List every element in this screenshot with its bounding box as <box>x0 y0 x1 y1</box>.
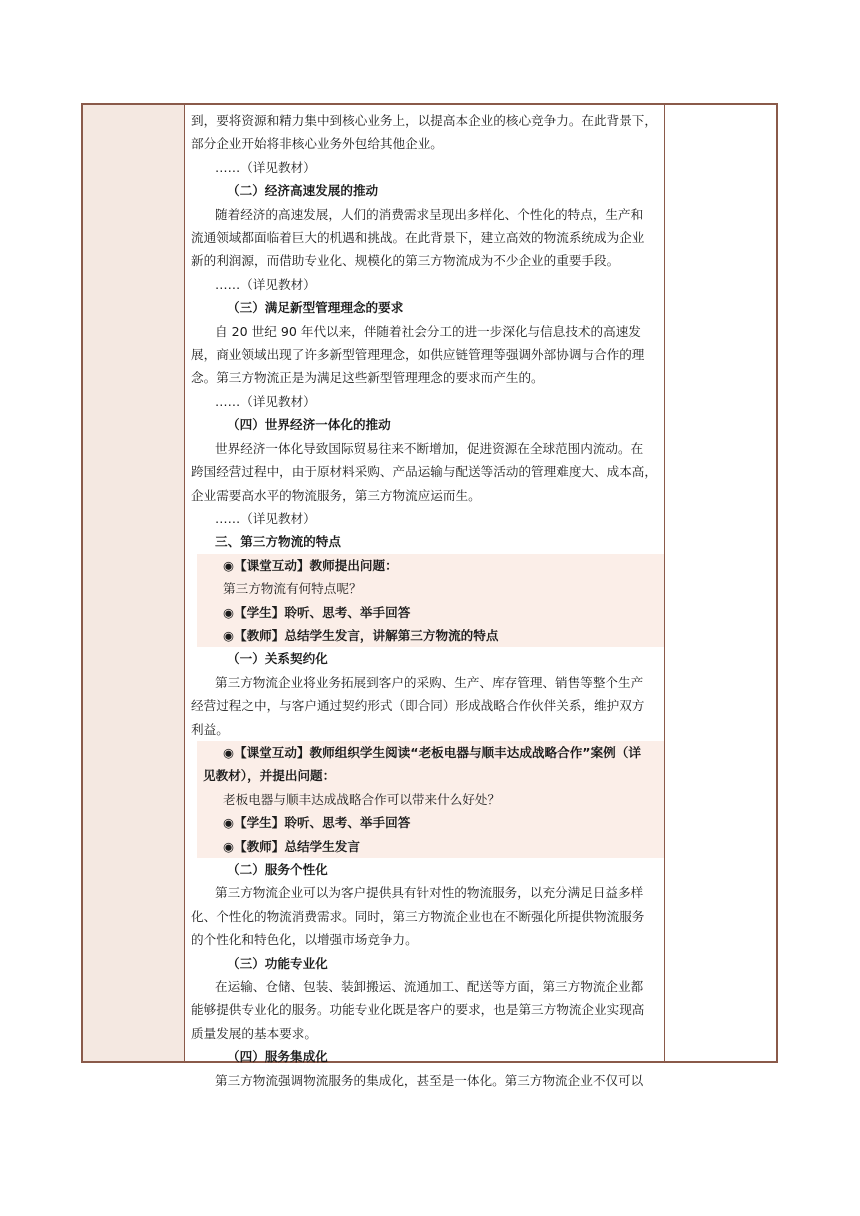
right-column-cell <box>664 105 776 1061</box>
text-line: 念。第三方物流正是为满足这些新型管理理念的要求而产生的。 <box>191 370 544 386</box>
interaction-line: 老板电器与顺丰达成战略合作可以带来什么好处？ <box>197 788 665 811</box>
section-heading: 三、第三方物流的特点 <box>215 534 341 550</box>
text-line: 世界经济一体化导致国际贸易往来不断增加，促进资源在全球范围内流动。在 <box>215 440 644 456</box>
section-heading: （三）功能专业化 <box>227 955 328 971</box>
left-column-cell <box>83 105 185 1061</box>
text-line: 能够提供专业化的服务。功能专业化既是客户的要求，也是第三方物流企业实现高 <box>191 1002 645 1018</box>
text-line: 企业需要高水平的物流服务，第三方物流应运而生。 <box>191 487 481 503</box>
interaction-line: ◉【教师】总结学生发言，讲解第三方物流的特点 <box>197 624 665 647</box>
text-line: 经营过程之中，与客户通过契约形式（即合同）形成战略合作伙伴关系，维护双方 <box>191 698 645 714</box>
section-heading: （二）服务个性化 <box>227 862 328 877</box>
interaction-line: ◉【课堂互动】教师提出问题： <box>197 554 665 577</box>
interaction-line: ◉【教师】总结学生发言 <box>197 835 665 858</box>
text-line: ……（详见教材） <box>215 159 316 175</box>
text-line: 自 20 世纪 90 年代以来，伴随着社会分工的进一步深化与信息技术的高速发 <box>215 323 641 339</box>
interaction-line: ◉【课堂互动】教师组织学生阅读“老板电器与顺丰达成战略合作”案例（详 <box>197 741 665 764</box>
text-line: ……（详见教材） <box>215 276 316 292</box>
text-line: 第三方物流强调物流服务的集成化，甚至是一体化。第三方物流企业不仅可以 <box>215 1072 644 1088</box>
section-heading: （一）关系契约化 <box>227 651 328 667</box>
text-line: 利益。 <box>191 721 229 737</box>
text-line: 第三方物流企业可以为客户提供具有针对性的物流服务，以充分满足日益多样 <box>215 885 644 901</box>
content-cell <box>185 105 665 1088</box>
text-line: ……（详见教材） <box>215 393 316 409</box>
text-line: 的个性化和特色化，以增强市场竞争力。 <box>191 932 418 948</box>
section-heading: （四）服务集成化 <box>227 1049 328 1065</box>
section-heading: （二）经济高速发展的推动 <box>227 183 379 199</box>
interaction-line: 第三方物流有何特点呢？ <box>197 577 665 600</box>
interaction-line: ◉【学生】聆听、思考、举手回答 <box>197 811 665 834</box>
text-line: 化、个性化的物流消费需求。同时，第三方物流企业也在不断强化所提供物流服务 <box>191 908 645 924</box>
text-line: 随着经济的高速发展，人们的消费需求呈现出多样化、个性化的特点，生产和 <box>215 206 644 222</box>
text-line: 部分企业开始将非核心业务外包给其他企业。 <box>191 136 443 152</box>
text-line: 质量发展的基本要求。 <box>191 1025 317 1041</box>
text-line: 展，商业领域出现了许多新型管理理念，如供应链管理等强调外部协调与合作的理 <box>191 347 645 363</box>
lesson-table <box>81 103 778 1088</box>
text-line: 在运输、仓储、包装、装卸搬运、流通加工、配送等方面，第三方物流企业都 <box>215 979 644 995</box>
section-heading: （三）满足新型管理理念的要求 <box>227 300 404 316</box>
text-line: ……（详见教材） <box>215 510 316 526</box>
text-line: 新的利润源，而借助专业化、规模化的第三方物流成为不少企业的重要手段。 <box>191 253 620 269</box>
text-line: 第三方物流企业将业务拓展到客户的采购、生产、库存管理、销售等整个生产 <box>215 674 644 690</box>
text-line: 到，要将资源和精力集中到核心业务上，以提高本企业的核心竞争力。在此背景下， <box>191 113 657 128</box>
interaction-line: 见教材），并提出问题： <box>197 764 665 787</box>
section-heading: （四）世界经济一体化的推动 <box>227 417 391 433</box>
interaction-line: ◉【学生】聆听、思考、举手回答 <box>197 601 665 624</box>
text-line: 跨国经营过程中，由于原材料采购、产品运输与配送等活动的管理难度大、成本高， <box>191 464 657 480</box>
text-line: 流通领域都面临着巨大的机遇和挑战。在此背景下，建立高效的物流系统成为企业 <box>191 230 645 246</box>
